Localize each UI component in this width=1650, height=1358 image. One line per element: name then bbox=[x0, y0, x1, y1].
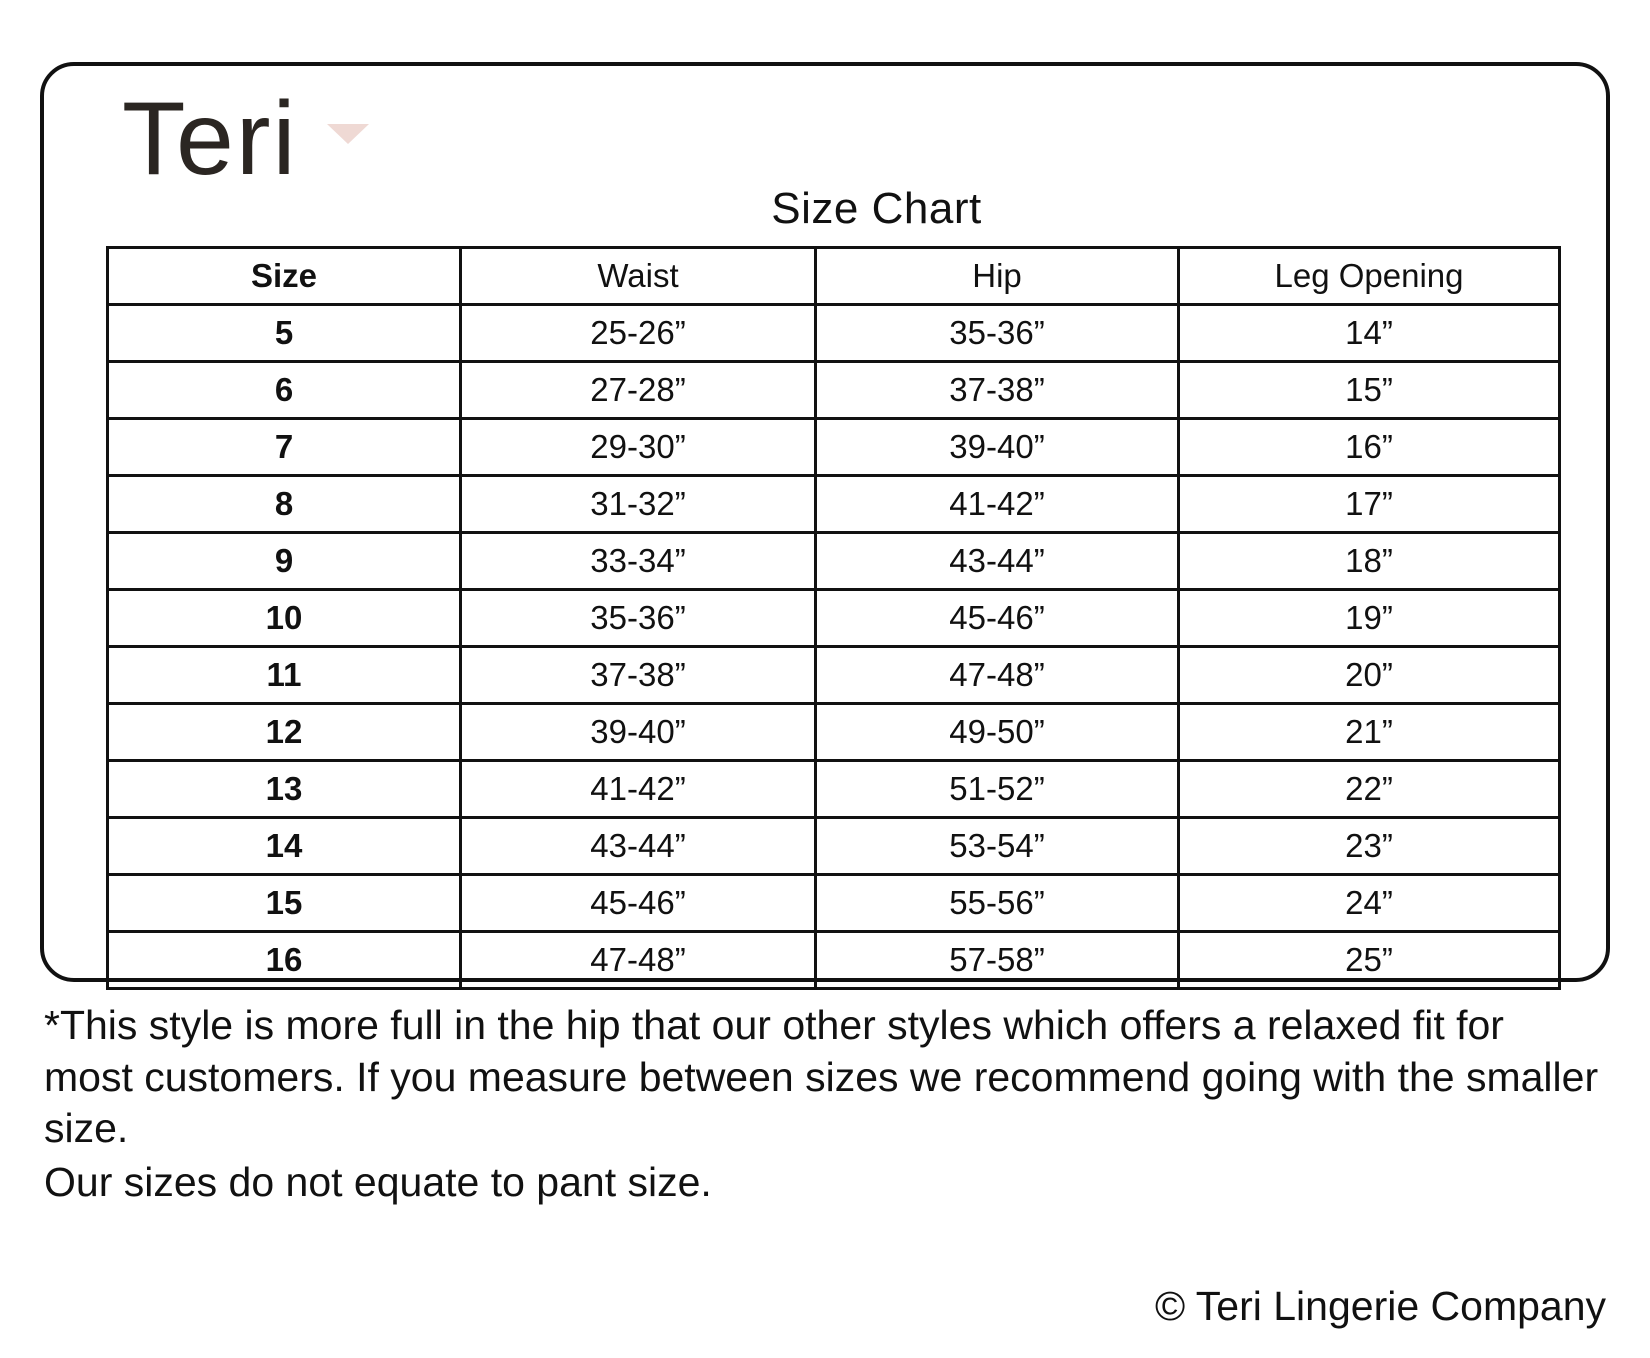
table-row bbox=[108, 704, 1560, 761]
cell-hip: 35-36” bbox=[816, 305, 1179, 362]
cell-hip: 39-40” bbox=[816, 419, 1179, 476]
cell-hip: 49-50” bbox=[816, 704, 1179, 761]
triangle-accent-icon bbox=[327, 124, 369, 144]
table-row bbox=[108, 761, 1560, 818]
copyright-text: © Teri Lingerie Company bbox=[1154, 1283, 1606, 1329]
size-table bbox=[106, 246, 1561, 990]
cell-leg-opening: 16” bbox=[1179, 419, 1560, 476]
cell-waist: 31-32” bbox=[461, 476, 816, 533]
cell-size: 10 bbox=[108, 590, 461, 647]
header-leg-opening: Leg Opening bbox=[1179, 248, 1560, 305]
table-row bbox=[108, 932, 1560, 989]
header-hip: Hip bbox=[816, 248, 1179, 305]
header-waist: Waist bbox=[461, 248, 816, 305]
cell-hip: 45-46” bbox=[816, 590, 1179, 647]
cell-hip: 57-58” bbox=[816, 932, 1179, 989]
table-header-row bbox=[108, 248, 1560, 305]
cell-waist: 25-26” bbox=[461, 305, 816, 362]
cell-leg-opening: 23” bbox=[1179, 818, 1560, 875]
page-title-text: Size Chart bbox=[771, 184, 982, 233]
cell-leg-opening: 19” bbox=[1179, 590, 1560, 647]
cell-hip: 37-38” bbox=[816, 362, 1179, 419]
cell-size: 16 bbox=[108, 932, 461, 989]
cell-size: 15 bbox=[108, 875, 461, 932]
cell-size: 12 bbox=[108, 704, 461, 761]
cell-hip: 53-54” bbox=[816, 818, 1179, 875]
table-row bbox=[108, 362, 1560, 419]
cell-size: 11 bbox=[108, 647, 461, 704]
cell-size: 14 bbox=[108, 818, 461, 875]
cell-size: 9 bbox=[108, 533, 461, 590]
cell-leg-opening: 18” bbox=[1179, 533, 1560, 590]
table-row bbox=[108, 818, 1560, 875]
cell-size: 5 bbox=[108, 305, 461, 362]
brand-logo bbox=[122, 81, 298, 197]
cell-leg-opening: 24” bbox=[1179, 875, 1560, 932]
cell-waist: 39-40” bbox=[461, 704, 816, 761]
cell-hip: 43-44” bbox=[816, 533, 1179, 590]
size-chart-card bbox=[40, 62, 1610, 982]
cell-waist: 47-48” bbox=[461, 932, 816, 989]
table-row bbox=[108, 419, 1560, 476]
cell-leg-opening: 14” bbox=[1179, 305, 1560, 362]
footnote-line-1: *This style is more full in the hip that our other styles which offers a relaxed fit for most customers. If you measure between sizes we recommend going with the smaller size. bbox=[44, 1002, 1599, 1152]
cell-hip: 51-52” bbox=[816, 761, 1179, 818]
cell-leg-opening: 25” bbox=[1179, 932, 1560, 989]
cell-waist: 43-44” bbox=[461, 818, 816, 875]
footnote-line-2: Our sizes do not equate to pant size. bbox=[44, 1158, 712, 1205]
page-title bbox=[44, 184, 1614, 234]
cell-waist: 33-34” bbox=[461, 533, 816, 590]
table-row bbox=[108, 875, 1560, 932]
cell-leg-opening: 21” bbox=[1179, 704, 1560, 761]
cell-size: 13 bbox=[108, 761, 461, 818]
cell-leg-opening: 17” bbox=[1179, 476, 1560, 533]
cell-leg-opening: 20” bbox=[1179, 647, 1560, 704]
header-size: Size bbox=[108, 248, 461, 305]
table-row bbox=[108, 305, 1560, 362]
cell-size: 6 bbox=[108, 362, 461, 419]
cell-waist: 29-30” bbox=[461, 419, 816, 476]
cell-waist: 41-42” bbox=[461, 761, 816, 818]
table-row bbox=[108, 476, 1560, 533]
table-row bbox=[108, 533, 1560, 590]
cell-waist: 45-46” bbox=[461, 875, 816, 932]
cell-leg-opening: 15” bbox=[1179, 362, 1560, 419]
cell-hip: 47-48” bbox=[816, 647, 1179, 704]
brand-logo-text: Teri bbox=[122, 81, 298, 197]
cell-waist: 37-38” bbox=[461, 647, 816, 704]
footnotes bbox=[44, 1000, 1604, 1211]
cell-waist: 27-28” bbox=[461, 362, 816, 419]
cell-leg-opening: 22” bbox=[1179, 761, 1560, 818]
cell-size: 7 bbox=[108, 419, 461, 476]
cell-size: 8 bbox=[108, 476, 461, 533]
cell-hip: 55-56” bbox=[816, 875, 1179, 932]
cell-hip: 41-42” bbox=[816, 476, 1179, 533]
table-row bbox=[108, 647, 1560, 704]
cell-waist: 35-36” bbox=[461, 590, 816, 647]
table-row bbox=[108, 590, 1560, 647]
